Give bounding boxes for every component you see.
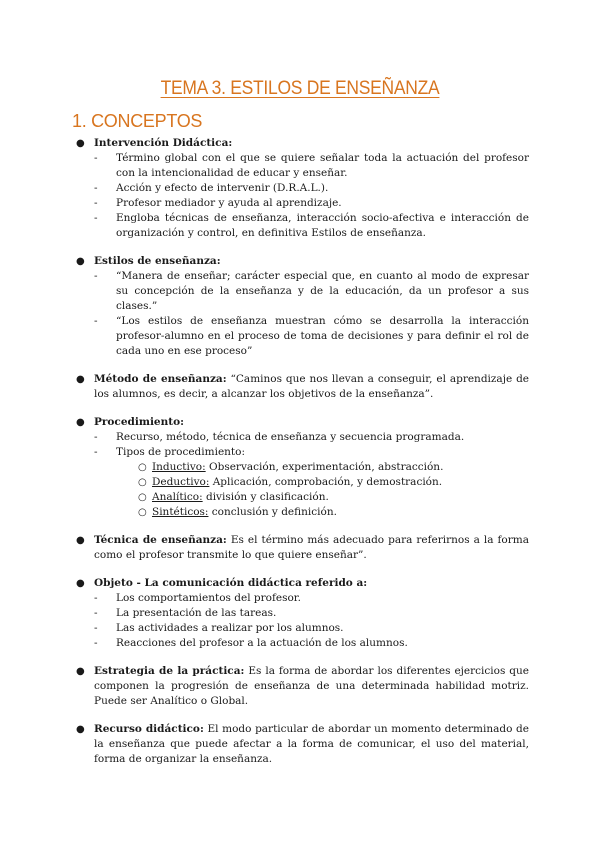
list-item: - “Manera de enseñar; carácter especial que, en cuanto al modo de expresar su concepción de la enseñanza y de la educación, da un profesor a sus clases.”	[94, 270, 529, 312]
list-item: - Reacciones del profesor a la actuación de los alumnos.	[94, 637, 408, 649]
list-item: - Los comportamientos del profesor.	[94, 592, 301, 604]
concept-text: “Caminos que nos llevan a conseguir, el aprendizaje de los alumnos, es decir, a alcanzar los objetivos de la enseñanza”.	[94, 373, 530, 400]
content-body	[72, 136, 529, 780]
section-heading: 1. CONCEPTOS	[72, 111, 203, 131]
concept-label: Procedimiento:	[94, 416, 184, 428]
concept-recurso	[72, 722, 529, 767]
dash-icon: -	[94, 212, 98, 224]
circle-icon: ○	[138, 462, 147, 473]
dash-icon: -	[94, 446, 98, 458]
dash-icon: -	[94, 197, 98, 209]
concept-text: Es el término más adecuado para referirnos a la forma como el profesor transmite lo que quiere enseñar”.	[94, 534, 529, 561]
concept-tecnica	[72, 533, 529, 563]
concept-estrategia	[72, 664, 529, 709]
bullet-icon: ●	[76, 374, 85, 385]
concept-label: Método de enseñanza:	[94, 373, 227, 385]
dash-icon: -	[94, 270, 98, 282]
bullet-icon: ●	[76, 578, 85, 589]
dash-icon: -	[94, 622, 98, 634]
sub-list-item: ○ Sintéticos: conclusión y definición.	[138, 506, 337, 518]
list-item: - “Los estilos de enseñanza muestran cómo se desarrolla la interacción profesor-alumno en el proceso de toma de decisiones y para definir el rol de cada uno en ese proceso”	[94, 315, 529, 357]
dash-icon: -	[94, 637, 98, 649]
list-item: - Engloba técnicas de enseñanza, interacción socio-afectiva e interacción de organización y control, en definitiva Estilos de enseñanza.	[94, 212, 529, 239]
concept-text: Es la forma de abordar los diferentes ejercicios que componen la progresión de enseñanza de una determinada habilidad motriz. Puede ser Analítico o Global.	[94, 665, 529, 707]
page-title: TEMA 3. ESTILOS DE ENSEÑANZA	[160, 78, 440, 99]
sub-list-item: ○ Inductivo: Observación, experimentación, abstracción.	[138, 461, 444, 473]
list-item: - Término global con el que se quiere señalar toda la actuación del profesor con la intencionalidad de educar y enseñar.	[94, 152, 529, 179]
concept-label: Estrategia de la práctica:	[94, 665, 245, 677]
dash-icon: -	[94, 607, 98, 619]
concept-label: Técnica de enseñanza:	[94, 534, 227, 546]
list-item: - Recurso, método, técnica de enseñanza y secuencia programada.	[94, 431, 465, 443]
bullet-icon: ●	[76, 256, 85, 267]
dash-icon: -	[94, 431, 98, 443]
concept-label: Objeto - La comunicación didáctica referido a:	[94, 577, 368, 589]
circle-icon: ○	[138, 492, 147, 503]
circle-icon: ○	[138, 507, 147, 518]
bullet-icon: ●	[76, 724, 85, 735]
concept-estilos	[72, 254, 529, 359]
dash-icon: -	[94, 182, 98, 194]
bullet-icon: ●	[76, 535, 85, 546]
concept-objeto	[72, 576, 529, 651]
bullet-icon: ●	[76, 417, 85, 428]
list-item: - Tipos de procedimiento:	[94, 446, 246, 458]
concept-metodo	[72, 372, 529, 402]
circle-icon: ○	[138, 477, 147, 488]
concept-intervencion	[72, 136, 529, 241]
concept-procedimiento	[72, 415, 529, 520]
list-item: - La presentación de las tareas.	[94, 607, 277, 619]
concept-label: Estilos de enseñanza:	[94, 255, 221, 267]
dash-icon: -	[94, 152, 98, 164]
list-item: - Acción y efecto de intervenir (D.R.A.L.).	[94, 182, 329, 194]
concept-label: Intervención Didáctica:	[94, 137, 233, 149]
bullet-icon: ●	[76, 138, 85, 149]
bullet-icon: ●	[76, 666, 85, 677]
dash-icon: -	[94, 592, 98, 604]
list-item: - Profesor mediador y ayuda al aprendizaje.	[94, 197, 342, 209]
list-item: - Las actividades a realizar por los alumnos.	[94, 622, 344, 634]
dash-icon: -	[94, 315, 98, 327]
sub-list-item: ○ Analítico: división y clasificación.	[138, 491, 329, 503]
concept-text: El modo particular de abordar un momento determinado de la enseñanza que puede afectar a la forma de comunicar, el uso del material, forma de organizar la enseñanza.	[94, 723, 529, 765]
sub-list-item: ○ Deductivo: Aplicación, comprobación, y demostración.	[138, 476, 443, 488]
concept-label: Recurso didáctico:	[94, 723, 204, 735]
